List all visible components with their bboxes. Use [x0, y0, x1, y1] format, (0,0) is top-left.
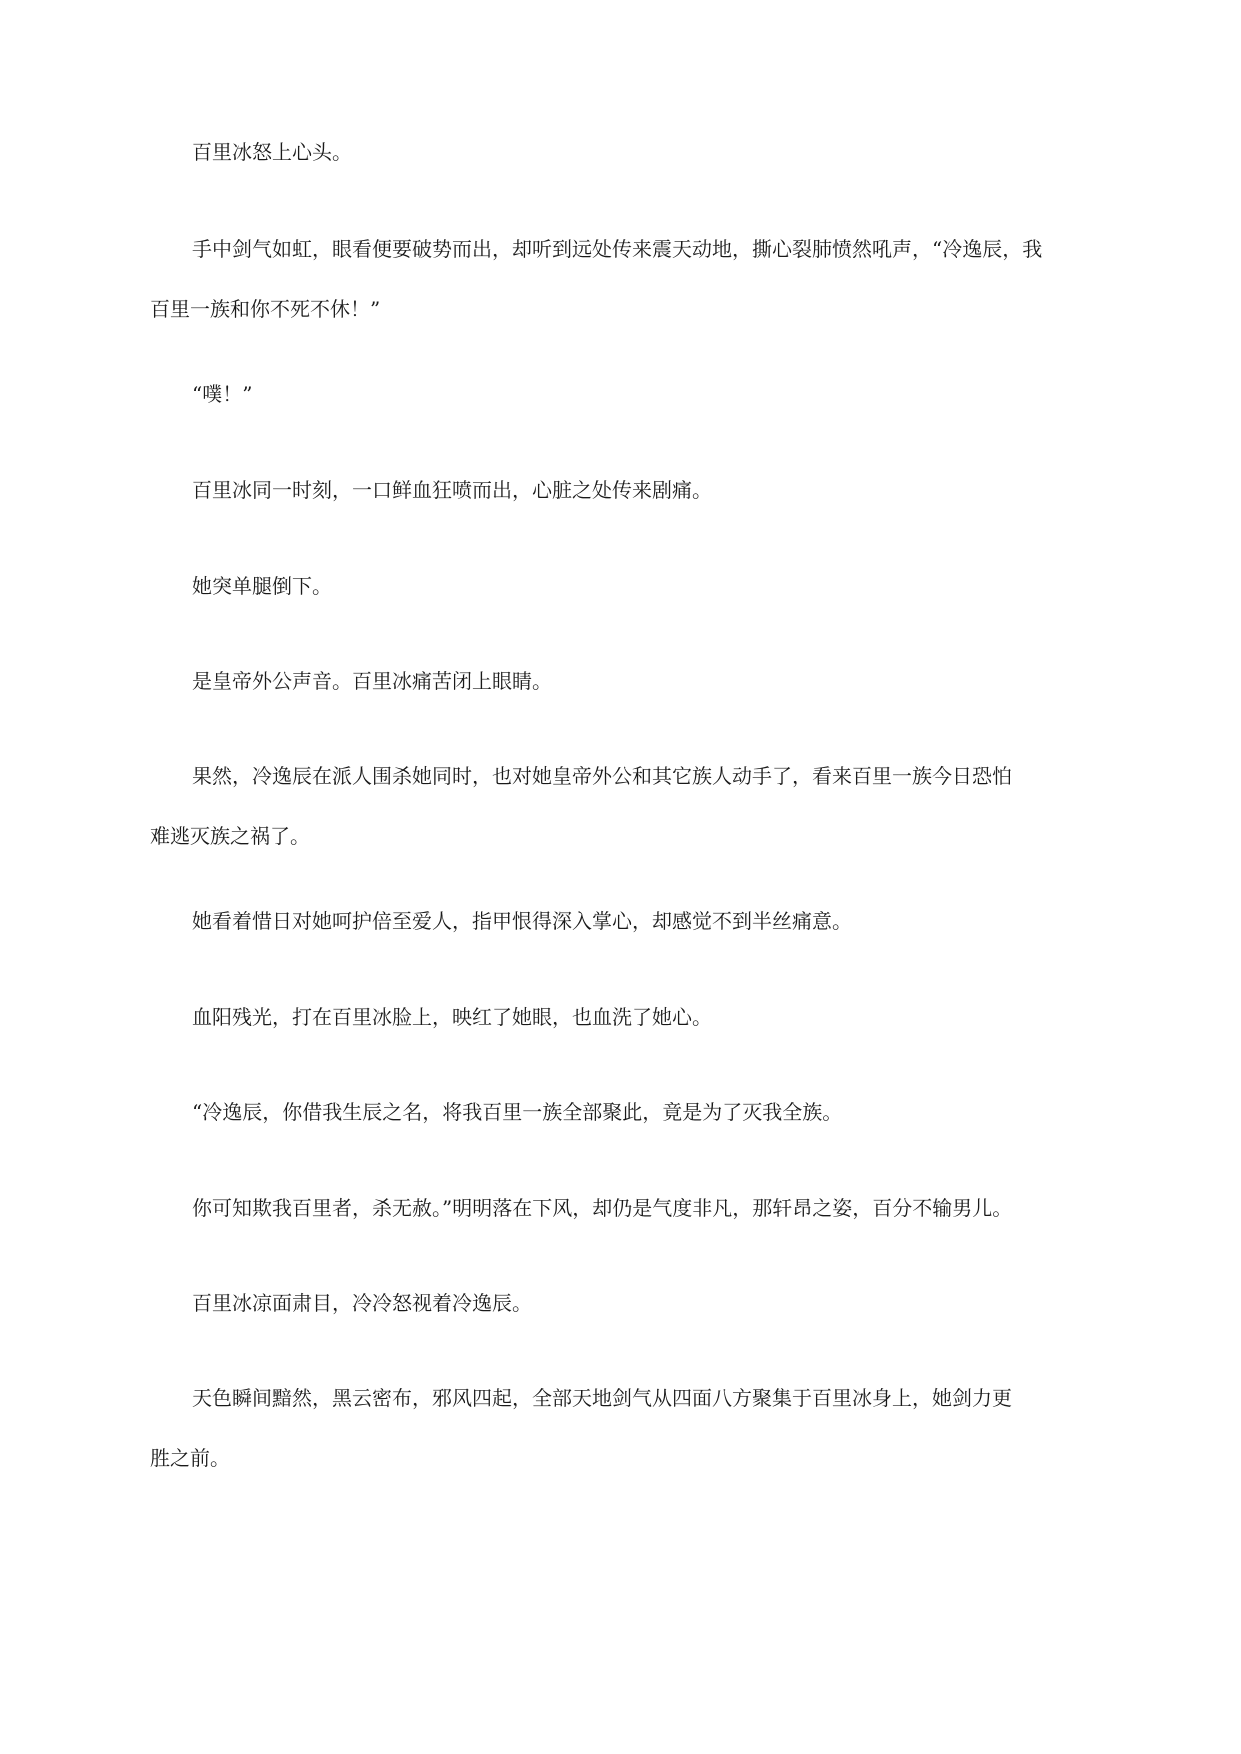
text-line: 难逃灭族之祸了。 — [150, 824, 310, 848]
text-line: 百里冰凉面肃目，冷冷怒视着冷逸辰。 — [192, 1291, 532, 1315]
text-line: 你可知欺我百里者，杀无赦。”明明落在下风，却仍是气度非凡，那轩昂之姿，百分不输男儿。 — [192, 1196, 1013, 1220]
paragraph-6 — [150, 651, 1100, 711]
text-line: “噗！” — [192, 382, 253, 406]
text-line: 手中剑气如虹，眼看便要破势而出，却听到远处传来震天动地，撕心裂肺愤然吼声，“冷逸辰，我 — [192, 237, 1043, 261]
text-line: 血阳残光，打在百里冰脸上，映红了她眼，也血洗了她心。 — [192, 1005, 712, 1029]
paragraph-1 — [150, 122, 1100, 182]
paragraph-5 — [150, 556, 1100, 616]
text-line: 她看着惜日对她呵护倍至爱人，指甲恨得深入掌心，却感觉不到半丝痛意。 — [192, 909, 852, 933]
text-line: 她突单腿倒下。 — [192, 574, 332, 598]
paragraph-2 — [150, 219, 1100, 339]
paragraph-9 — [150, 987, 1100, 1047]
text-line: 是皇帝外公声音。百里冰痛苦闭上眼睛。 — [192, 669, 552, 693]
text-line: 百里一族和你不死不休！” — [150, 297, 381, 321]
text-line: 天色瞬间黯然，黑云密布，邪风四起，全部天地剑气从四面八方聚集于百里冰身上，她剑力更 — [192, 1386, 1012, 1410]
paragraph-3 — [150, 364, 1100, 424]
text-line: 百里冰怒上心头。 — [192, 140, 352, 164]
paragraph-10 — [150, 1082, 1100, 1142]
paragraph-4 — [150, 460, 1100, 520]
paragraph-13 — [150, 1368, 1100, 1488]
text-line: 百里冰同一时刻，一口鲜血狂喷而出，心脏之处传来剧痛。 — [192, 478, 712, 502]
paragraph-12 — [150, 1273, 1100, 1333]
text-line: 果然，冷逸辰在派人围杀她同时，也对她皇帝外公和其它族人动手了，看来百里一族今日恐怕 — [192, 764, 1012, 788]
text-line: 胜之前。 — [150, 1446, 230, 1470]
paragraph-8 — [150, 891, 1100, 951]
paragraph-7 — [150, 746, 1100, 866]
text-line: “冷逸辰，你借我生辰之名，将我百里一族全部聚此，竟是为了灭我全族。 — [192, 1100, 843, 1124]
paragraph-11 — [150, 1178, 1100, 1238]
